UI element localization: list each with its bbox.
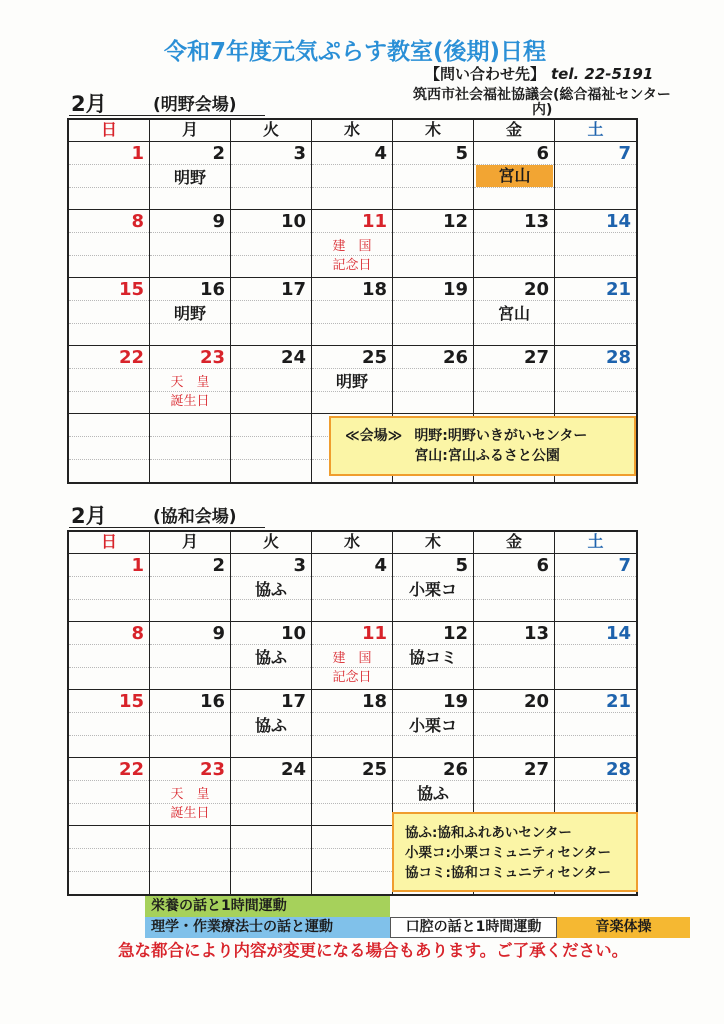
day-cell <box>555 622 636 689</box>
day-number: 26 <box>442 347 468 368</box>
event-label <box>393 784 473 803</box>
day-cell <box>474 690 555 757</box>
footer-notice: 急な都合により内容が変更になる場合もあります。ご了承ください。 <box>118 941 629 960</box>
day-number: 17 <box>280 279 306 300</box>
weekday-header: 土 <box>587 532 604 551</box>
event-label <box>231 648 311 667</box>
event-text: 協ふ <box>416 784 449 803</box>
day-cell <box>150 758 231 825</box>
day-number: 11 <box>361 211 387 232</box>
event-text: 明野 <box>335 372 368 391</box>
event-label <box>393 648 473 667</box>
organization-line: 筑西市社会福祉協議会(総合福祉センター <box>413 87 671 103</box>
event-text: 明野 <box>173 168 206 187</box>
event-text: 明野 <box>173 304 206 323</box>
day-cell <box>474 278 555 345</box>
day-cell <box>312 278 393 345</box>
day-number: 4 <box>374 143 387 164</box>
day-cell <box>150 210 231 277</box>
day-cell <box>393 210 474 277</box>
day-number: 26 <box>442 759 468 780</box>
day-cell <box>69 414 150 482</box>
weekday-header: 日 <box>69 120 150 141</box>
day-cell <box>474 210 555 277</box>
day-cell <box>312 554 393 621</box>
weekday-header: 水 <box>312 120 393 141</box>
day-cell <box>150 622 231 689</box>
day-cell <box>231 278 312 345</box>
weekday-header: 金 <box>474 120 555 141</box>
day-number: 13 <box>523 211 549 232</box>
day-cell <box>312 346 393 413</box>
day-number: 11 <box>361 623 387 644</box>
day-cell <box>69 622 150 689</box>
day-number: 20 <box>523 691 549 712</box>
event-badge <box>476 165 553 187</box>
day-cell <box>312 690 393 757</box>
legend-oral: 口腔の話と1時間運動 <box>390 917 557 938</box>
day-cell <box>231 414 312 482</box>
event-text: 建 国 <box>332 239 372 254</box>
day-number: 1 <box>131 143 144 164</box>
event-label <box>150 168 230 187</box>
event-text: 宮山 <box>497 304 530 323</box>
day-number: 22 <box>118 347 144 368</box>
day-cell <box>231 142 312 209</box>
month-label: 2月 <box>71 504 107 528</box>
day-number: 27 <box>523 759 549 780</box>
weekday-header: 火 <box>231 120 312 141</box>
event-text: 記念日 <box>332 258 372 273</box>
day-number: 18 <box>361 279 387 300</box>
day-cell <box>150 414 231 482</box>
holiday-label <box>150 785 230 823</box>
weekday-header: 火 <box>231 532 312 553</box>
day-cell <box>150 346 231 413</box>
day-number: 5 <box>455 555 468 576</box>
week-row <box>69 210 636 278</box>
day-number: 12 <box>442 211 468 232</box>
day-number: 23 <box>199 759 225 780</box>
day-number: 2 <box>212 143 225 164</box>
day-number: 14 <box>605 623 631 644</box>
event-label <box>393 716 473 735</box>
legend-music: 音楽体操 <box>557 917 690 938</box>
day-number: 27 <box>523 347 549 368</box>
day-number: 4 <box>374 555 387 576</box>
day-cell <box>555 142 636 209</box>
event-label <box>312 372 392 391</box>
day-number: 20 <box>523 279 549 300</box>
day-cell <box>393 554 474 621</box>
day-cell <box>231 758 312 825</box>
day-cell <box>69 142 150 209</box>
day-number: 25 <box>361 759 387 780</box>
day-number: 9 <box>212 211 225 232</box>
day-number: 7 <box>618 143 631 164</box>
day-number: 23 <box>199 347 225 368</box>
week-row <box>69 142 636 210</box>
event-text: 協コミ <box>408 648 457 667</box>
weekday-header: 木 <box>393 532 474 553</box>
holiday-label <box>150 373 230 411</box>
venue-note-lines <box>405 823 630 883</box>
day-cell <box>555 554 636 621</box>
event-text: 小栗コ <box>408 716 457 735</box>
organization-line-continued: 内) <box>532 102 553 118</box>
venue-note <box>392 812 638 892</box>
day-cell <box>474 554 555 621</box>
day-cell <box>69 758 150 825</box>
contact-label: 【問い合わせ先】 <box>425 65 546 83</box>
event-text: 小栗コ <box>408 580 457 599</box>
event-label <box>474 304 554 323</box>
day-cell <box>393 142 474 209</box>
day-number: 24 <box>280 347 306 368</box>
weekday-header: 水 <box>312 532 393 553</box>
event-text: 建 国 <box>332 651 372 666</box>
section-label <box>67 92 638 118</box>
day-cell <box>150 690 231 757</box>
day-number: 18 <box>361 691 387 712</box>
day-cell <box>312 210 393 277</box>
week-row <box>69 622 636 690</box>
day-number: 13 <box>523 623 549 644</box>
day-cell <box>393 622 474 689</box>
day-cell <box>555 346 636 413</box>
contact-tel: tel. 22-5191 <box>551 65 654 83</box>
day-number: 19 <box>442 279 468 300</box>
day-cell <box>393 690 474 757</box>
page-title: 令和7年度元気ぷらす教室(後期)日程 <box>163 39 547 65</box>
week-row <box>69 690 636 758</box>
day-number: 3 <box>293 143 306 164</box>
venue-note-line: 協ふ:協和ふれあいセンター <box>405 825 572 841</box>
day-number: 8 <box>131 623 144 644</box>
day-number: 10 <box>280 623 306 644</box>
day-cell <box>312 142 393 209</box>
venue-label: (協和会場) <box>153 507 237 527</box>
day-cell <box>474 346 555 413</box>
event-label <box>393 580 473 599</box>
day-cell <box>555 278 636 345</box>
venue-note <box>329 416 636 476</box>
day-number: 16 <box>199 279 225 300</box>
event-text: 誕生日 <box>170 806 210 821</box>
day-number: 9 <box>212 623 225 644</box>
day-number: 8 <box>131 211 144 232</box>
day-cell <box>231 622 312 689</box>
day-cell <box>69 690 150 757</box>
day-number: 14 <box>605 211 631 232</box>
day-number: 17 <box>280 691 306 712</box>
day-number: 10 <box>280 211 306 232</box>
day-cell <box>69 210 150 277</box>
weekday-header-row <box>69 532 636 554</box>
day-number: 21 <box>605 279 631 300</box>
event-text: 天 皇 <box>170 787 210 802</box>
week-row <box>69 346 636 414</box>
event-label <box>231 716 311 735</box>
day-cell <box>231 826 312 894</box>
day-cell <box>555 210 636 277</box>
weekday-header: 月 <box>150 120 231 141</box>
day-cell <box>150 554 231 621</box>
day-cell <box>231 346 312 413</box>
venue-note-line: 明野:明野いきがいセンター <box>414 428 588 444</box>
day-cell <box>150 826 231 894</box>
week-row <box>69 554 636 622</box>
day-cell <box>69 346 150 413</box>
day-number: 25 <box>361 347 387 368</box>
venue-note-line: 協コミ:協和コミュニティセンター <box>405 865 612 881</box>
weekday-header: 月 <box>150 532 231 553</box>
day-number: 1 <box>131 555 144 576</box>
day-cell <box>474 142 555 209</box>
day-cell <box>312 758 393 825</box>
holiday-label <box>312 649 392 687</box>
day-cell <box>231 690 312 757</box>
day-cell <box>393 278 474 345</box>
day-number: 28 <box>605 347 631 368</box>
day-cell <box>312 826 393 894</box>
section-label <box>67 504 638 530</box>
weekday-header: 土 <box>587 120 604 139</box>
day-number: 21 <box>605 691 631 712</box>
day-cell <box>474 622 555 689</box>
day-number: 12 <box>442 623 468 644</box>
event-text: 記念日 <box>332 670 372 685</box>
day-number: 2 <box>212 555 225 576</box>
venue-note-label: ≪会場≫ <box>345 428 403 444</box>
event-text: 協ふ <box>254 716 287 735</box>
holiday-label <box>312 237 392 275</box>
venue-note-line: 宮山:宮山ふるさと公園 <box>414 448 560 464</box>
month-label: 2月 <box>71 92 107 116</box>
day-cell <box>393 346 474 413</box>
legend-therapist: 理学・作業療法士の話と運動 <box>145 917 390 938</box>
day-number: 7 <box>618 555 631 576</box>
day-number: 28 <box>605 759 631 780</box>
day-cell <box>231 210 312 277</box>
day-cell <box>555 690 636 757</box>
event-label <box>231 580 311 599</box>
day-number: 15 <box>118 691 144 712</box>
day-number: 5 <box>455 143 468 164</box>
weekday-header: 木 <box>393 120 474 141</box>
venue-note-lines <box>414 426 626 474</box>
day-number: 3 <box>293 555 306 576</box>
day-cell <box>150 278 231 345</box>
venue-note-line: 小栗コ:小栗コミュニティセンター <box>405 845 612 861</box>
day-cell <box>312 622 393 689</box>
day-number: 22 <box>118 759 144 780</box>
day-number: 6 <box>536 143 549 164</box>
venue-label: (明野会場) <box>153 95 237 115</box>
day-number: 19 <box>442 691 468 712</box>
day-cell <box>69 826 150 894</box>
event-text: 協ふ <box>254 648 287 667</box>
contact-line <box>425 64 653 84</box>
day-cell <box>69 554 150 621</box>
day-number: 24 <box>280 759 306 780</box>
day-number: 6 <box>536 555 549 576</box>
week-row <box>69 278 636 346</box>
day-number: 15 <box>118 279 144 300</box>
weekday-header: 金 <box>474 532 555 553</box>
day-number: 16 <box>199 691 225 712</box>
weekday-header-row <box>69 120 636 142</box>
event-text: 天 皇 <box>170 375 210 390</box>
day-cell <box>150 142 231 209</box>
event-text: 協ふ <box>254 580 287 599</box>
legend-nutrition: 栄養の話と1時間運動 <box>145 896 390 917</box>
day-cell <box>69 278 150 345</box>
event-text: 誕生日 <box>170 394 210 409</box>
event-label <box>150 304 230 323</box>
event-text: 宮山 <box>498 166 531 185</box>
weekday-header: 日 <box>69 532 150 553</box>
day-cell <box>231 554 312 621</box>
